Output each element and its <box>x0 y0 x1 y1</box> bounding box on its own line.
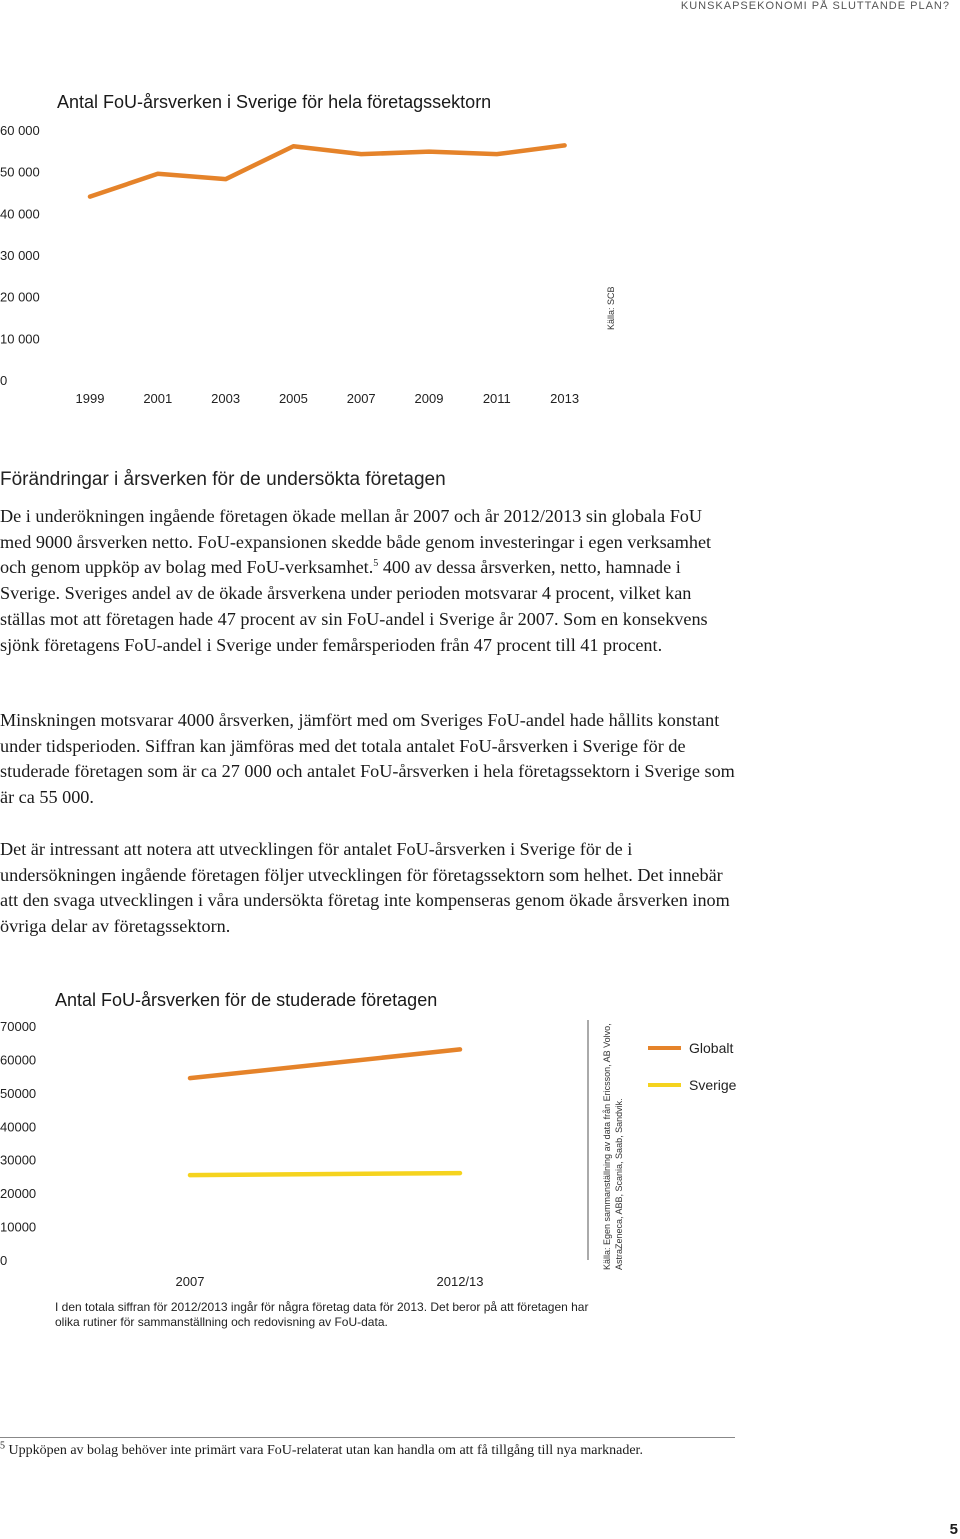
chart1-xtick-label: 2005 <box>278 391 308 406</box>
footnote <box>0 1440 740 1459</box>
footnote-text: Uppköpen av bolag behöver inte primärt vara FoU-relaterat utan kan handla om att få tillgång till nya marknader. <box>8 1443 643 1458</box>
chart1-xtick-label: 2011 <box>482 391 511 406</box>
chart2-ytick-label: 70000 <box>0 1019 37 1034</box>
chart2-note: I den totala siffran för 2012/2013 ingår för några företag data för 2013. Det beror på att företagen har olika rutiner för sammanställning och redovisning av FoU-data. <box>55 1300 589 1329</box>
legend-swatch-sverige <box>648 1083 681 1087</box>
paragraph-2: Minskningen motsvarar 4000 årsverken, jämfört med om Sveriges FoU-andel hade hållits konstant under tidsperioden. Siffran kan jämföras med det totala antalet FoU-årsverken i Sverige för de studerade företagen som är ca 27 000 och antalet FoU-årsverken i hela företagssektorn i Sverige som är ca 55 000. <box>0 710 735 808</box>
chart1-source-text: Källa: SCB <box>606 286 616 330</box>
paragraph-1-part-b: 400 av dessa årsverken, netto, hamnade i Sverige. Sveriges andel av de ökade årsverkena under perioden motsvarar 4 procent, vilket kan ställas mot att företagen hade 47 procent av sin FoU-andel i Sverige år 2007. Som en konsekvens sjönk företagens FoU-andel i Sverige under femårsperioden från 47 procent till 41 procent. <box>0 557 708 655</box>
running-head: KUNSKAPSEKONOMI PÅ SLUTTANDE PLAN? <box>680 0 950 12</box>
chart1-ytick-label: 10 000 <box>0 331 40 347</box>
paragraph-3: Det är intressant att notera att utvecklingen för antalet FoU-årsverken i Sverige för de i undersökningen ingående företagen följer utvecklingen för företagssektorn som helhet. Det innebär att den svaga utvecklingen i våra undersökta företag inte kompenseras genom ökade årsverken inom övriga delar av företagssektorn. <box>0 839 730 937</box>
chart1-xtick-label: 2001 <box>143 391 173 406</box>
footnote-ref: 5 <box>373 558 379 570</box>
chart2-source-line2: AstraZeneca, ABB, Scania, Saab, Sandvik. <box>614 1098 624 1270</box>
chart1-ytick-label: 20 000 <box>0 289 40 305</box>
legend-swatch-globalt <box>648 1046 681 1050</box>
section-heading: Förändringar i årsverken för de undersökta företagen <box>0 469 446 490</box>
chart2-ytick-label: 0 <box>0 1253 8 1268</box>
chart2-svg <box>0 1010 600 1295</box>
chart1-xtick-label: 2007 <box>346 391 376 406</box>
chart1-xtick-label: 2013 <box>550 391 580 406</box>
chart1-source <box>606 286 616 330</box>
footnote-number: 5 <box>0 1440 5 1452</box>
chart1-ytick-label: 0 <box>0 373 8 388</box>
chart1-title: Antal FoU-årsverken i Sverige för hela företagssektorn <box>57 92 492 112</box>
chart1-ytick-label: 50 000 <box>0 164 40 180</box>
chart2-xtick-label: 2007 <box>175 1274 205 1289</box>
chart1-xtick-label: 2003 <box>211 391 241 406</box>
chart2-ytick-label: 30000 <box>0 1152 37 1168</box>
paragraph-1 <box>0 504 735 658</box>
chart1-ytick-label: 40 000 <box>0 206 40 222</box>
footnote-rule <box>0 1437 735 1438</box>
chart2-source-line1: Källa: Egen sammanställning av data från Ericsson, AB Volvo, <box>602 1023 612 1270</box>
chart1-xtick-label: 1999 <box>75 391 105 406</box>
chart2-source <box>601 1020 625 1270</box>
chart2-series-line-sverige <box>190 1173 460 1175</box>
chart2-xtick-label: 2012/13 <box>436 1274 484 1289</box>
legend-label-globalt: Globalt <box>689 1040 734 1056</box>
chart2-title: Antal FoU-årsverken för de studerade företagen <box>55 990 438 1010</box>
chart2-series-line-globalt <box>190 1049 460 1078</box>
chart2-ytick-label: 50000 <box>0 1085 37 1101</box>
chart2-ytick-label: 20000 <box>0 1186 37 1202</box>
chart1-ytick-label: 30 000 <box>0 248 40 263</box>
chart1-ytick-label: 60 000 <box>0 123 40 138</box>
chart2-ytick-label: 60000 <box>0 1052 37 1068</box>
legend-label-sverige: Sverige <box>689 1077 737 1093</box>
chart1-xtick-label: 2009 <box>414 391 444 406</box>
chart1-series-line <box>90 145 565 196</box>
chart2-ytick-label: 10000 <box>0 1219 37 1235</box>
paragraph-1-part-a: De i underökningen ingående företagen ökade mellan år 2007 och år 2012/2013 sin globala FoU med 9000 årsverken netto. FoU-expansionen skedde både genom investeringar i egen verksamhet och genom uppköp av bolag med FoU-verksamhet. <box>0 506 712 578</box>
page-number: 5 <box>949 1521 958 1538</box>
chart2-ytick-label: 40000 <box>0 1119 37 1135</box>
chart1-svg <box>0 110 620 420</box>
